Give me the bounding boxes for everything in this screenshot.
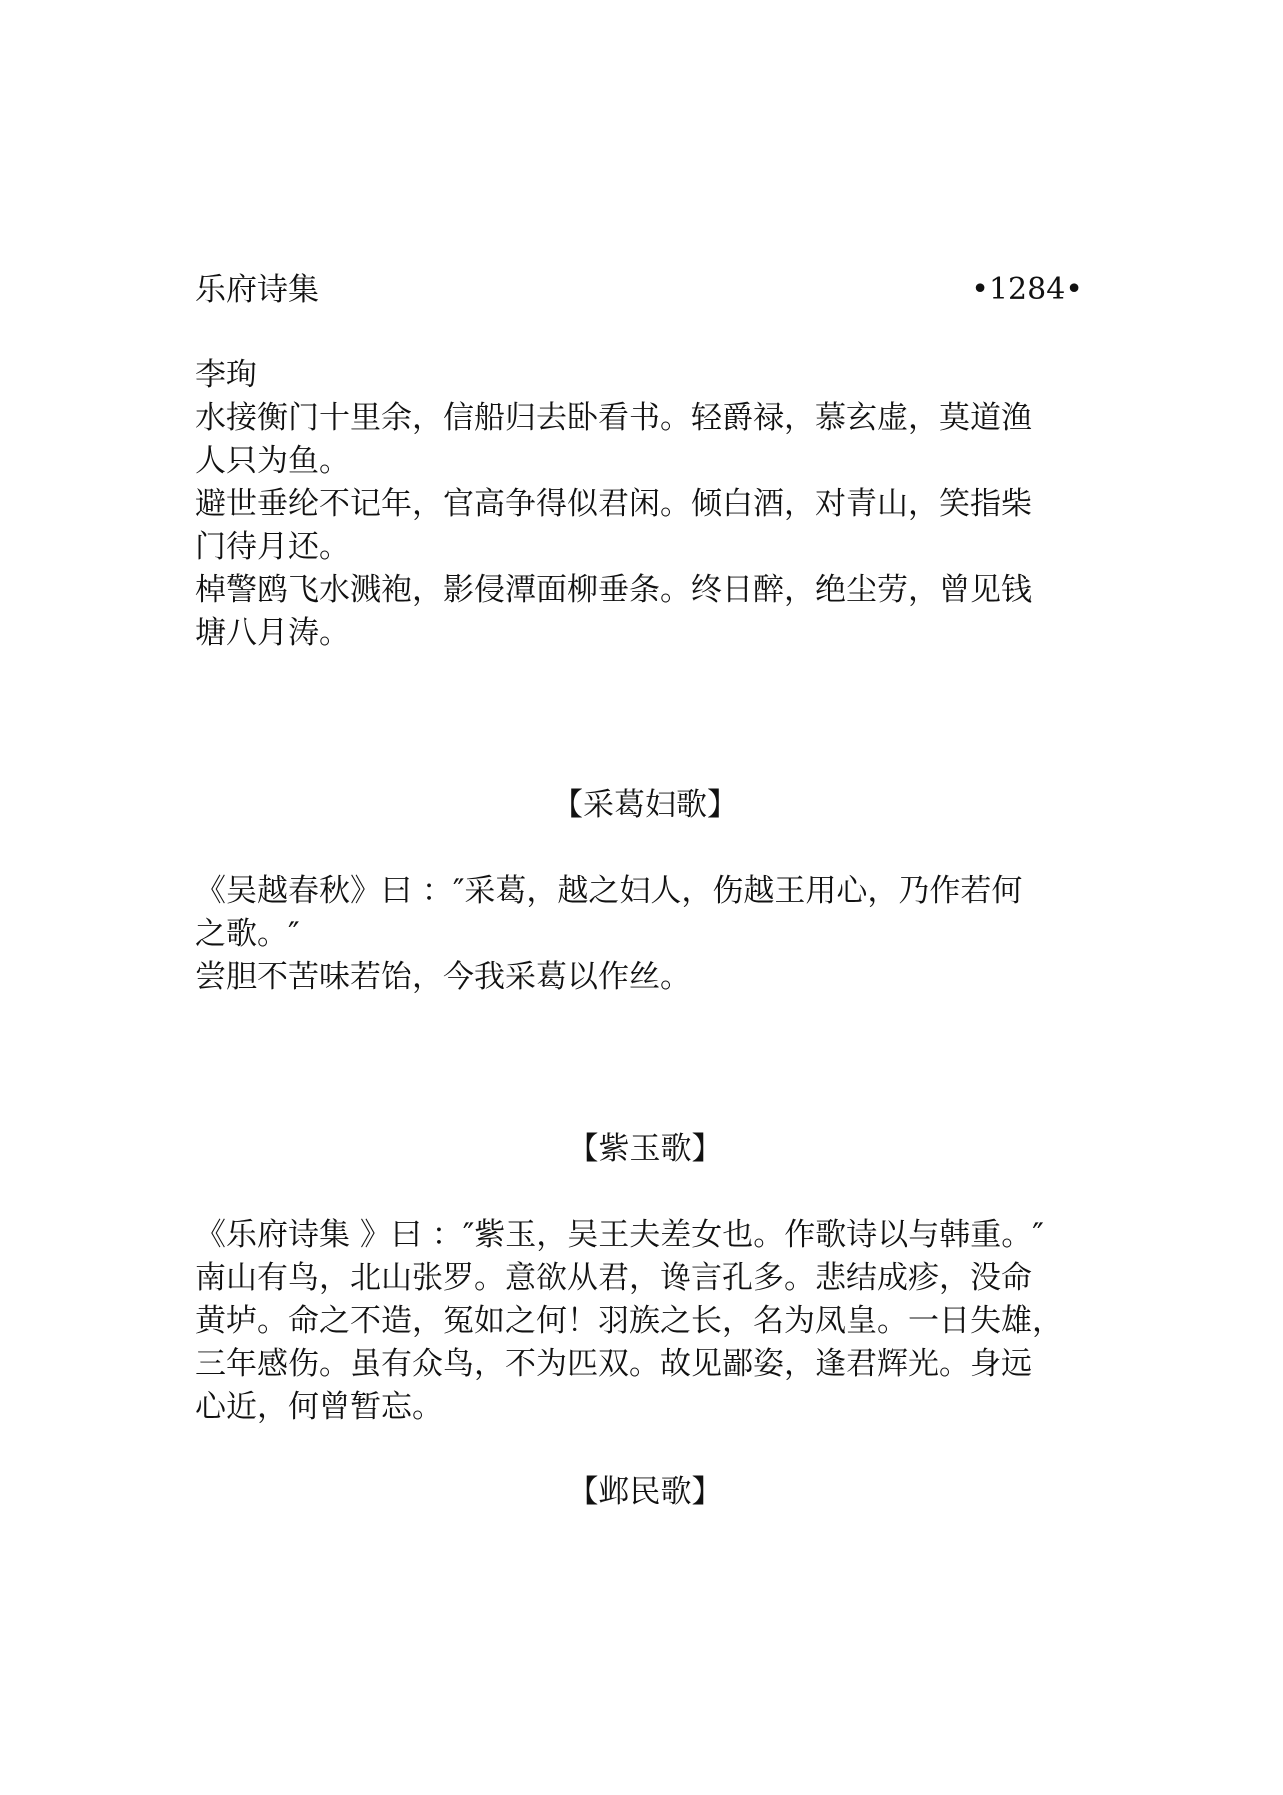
section-heading: 【紫玉歌】 <box>567 1131 723 1167</box>
section-line: 《吴越春秋》曰 ：″采葛，越之妇人，伤越王用心，乃作若何 <box>195 873 1023 909</box>
poem-line: 塘八月涛。 <box>195 615 350 651</box>
section-heading: 【邺民歌】 <box>567 1474 723 1510</box>
poem-line: 避世垂纶不记年，官高争得似君闲。倾白酒，对青山，笑指柴 <box>195 486 1032 522</box>
poem-line: 门待月还。 <box>195 529 350 565</box>
section-line: 心近，何曾暂忘。 <box>195 1389 443 1425</box>
poem-author: 李珣 <box>195 357 257 393</box>
poem-line: 棹警鸥飞水溅袍，影侵潭面柳垂条。终日醉，绝尘劳，曾见钱 <box>195 572 1032 608</box>
section-line: 南山有鸟，北山张罗。意欲从君，谗言孔多。悲结成疹，没命 <box>195 1260 1032 1296</box>
poem-line: 水接衡门十里余，信船归去卧看书。轻爵禄，慕玄虚，莫道渔 <box>195 400 1032 436</box>
section-heading: 【采葛妇歌】 <box>552 787 738 823</box>
book-title: 乐府诗集 <box>195 272 319 308</box>
page-header <box>195 268 1083 312</box>
section-line: 黄垆。命之不造，冤如之何！羽族之长，名为凤皇。一日失雄， <box>195 1303 1063 1339</box>
section-line: 之歌。″ <box>195 916 300 952</box>
section-line: 《乐府诗集 》曰 ：″紫玉，吴王夫差女也。作歌诗以与韩重。″ <box>195 1217 1044 1253</box>
page-number: •1284• <box>971 272 1083 307</box>
section-line: 尝胆不苦味若饴，今我采葛以作丝。 <box>195 959 691 995</box>
poem-line: 人只为鱼。 <box>195 443 350 479</box>
section-line: 三年感伤。虽有众鸟，不为匹双。故见鄙姿，逢君辉光。身远 <box>195 1346 1032 1382</box>
